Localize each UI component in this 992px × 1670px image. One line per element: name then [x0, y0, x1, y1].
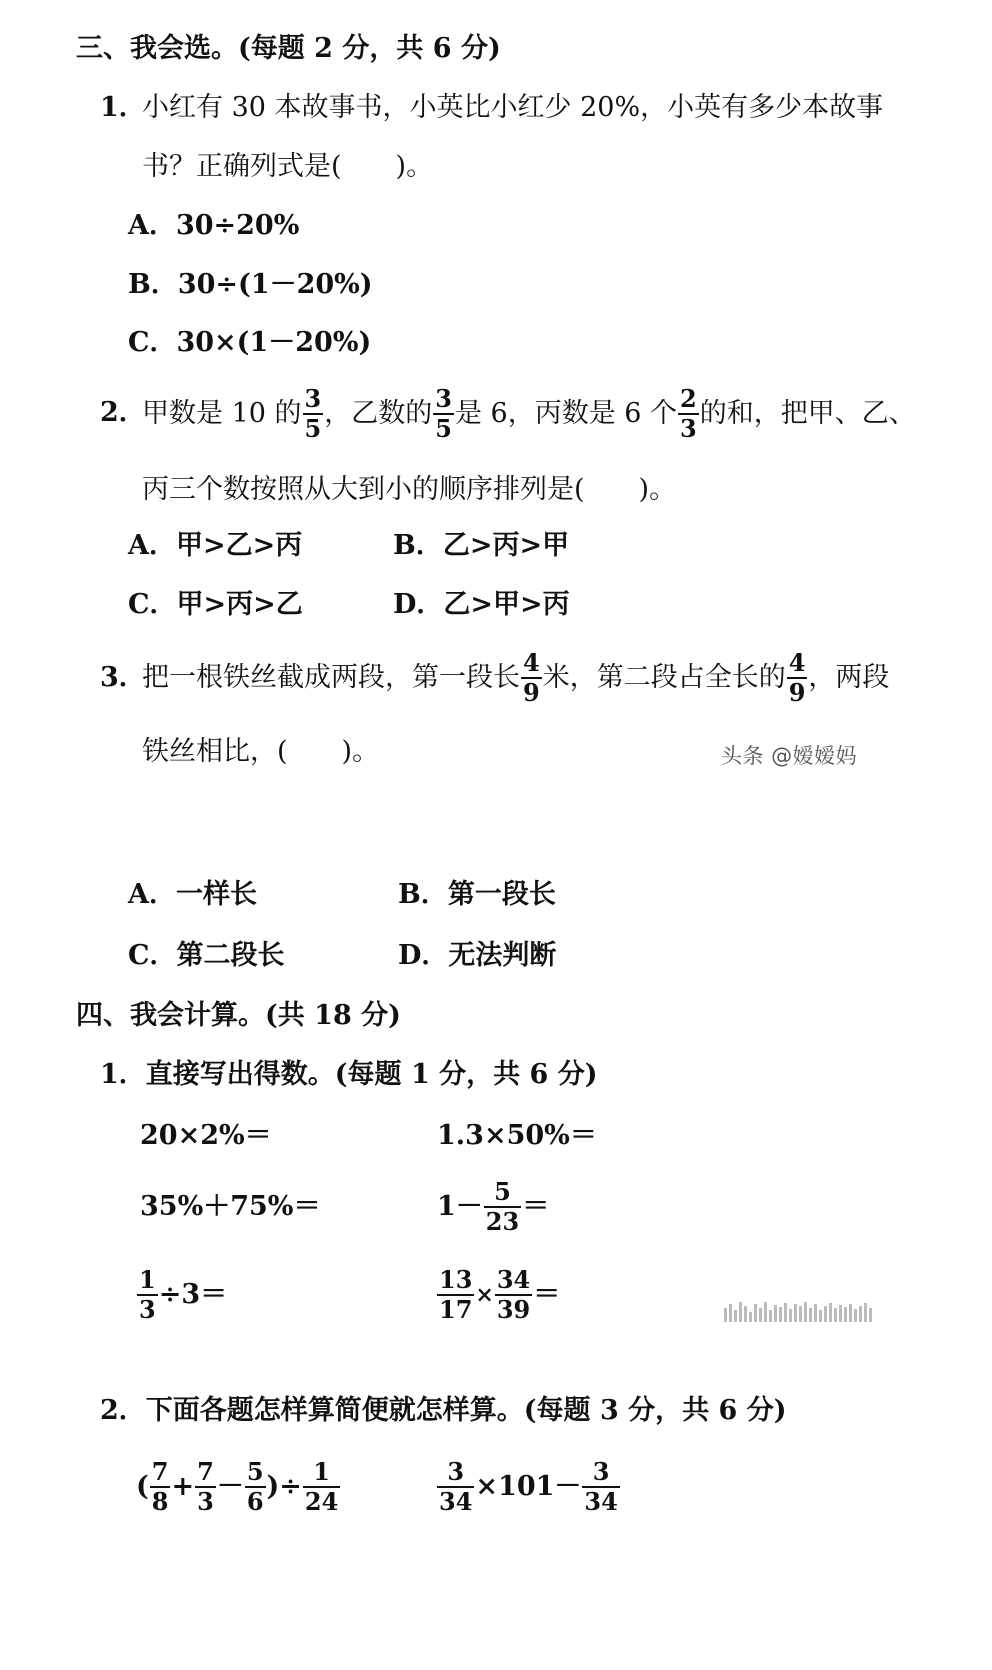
left-paren: ( — [136, 1471, 149, 1502]
plus-sign: + — [171, 1471, 195, 1502]
q3-number: 3． — [100, 662, 146, 693]
q2-text-part4: 的和，把甲、乙、 — [699, 398, 916, 429]
q2-option-a[interactable]: A．甲>乙>丙 — [128, 530, 303, 561]
q1-option-a[interactable]: A．30÷20% — [128, 210, 300, 241]
fraction-four-ninths-2 — [787, 648, 808, 707]
equals-sign: ＝ — [522, 1191, 550, 1222]
denominator: 23 — [485, 1207, 520, 1236]
simplify-expr-1 — [136, 1454, 341, 1520]
denominator: 6 — [246, 1487, 264, 1516]
q1-text-line2: 书？正确列式是( )。 — [142, 151, 434, 182]
expr-2: 1.3×50%＝ — [437, 1120, 597, 1151]
expr-3: 35%＋75%＝ — [140, 1191, 321, 1222]
numerator: 3 — [592, 1457, 610, 1486]
denominator: 34 — [439, 1487, 473, 1516]
numerator: 2 — [680, 384, 697, 413]
denominator: 3 — [197, 1487, 214, 1516]
denominator: 3 — [680, 414, 697, 443]
fraction-five-sixths — [245, 1457, 266, 1516]
fraction-34-39ths — [495, 1265, 532, 1324]
denominator: 17 — [439, 1295, 473, 1324]
expr-5 — [136, 1264, 227, 1326]
fraction-3-34ths — [437, 1457, 474, 1516]
q3-text-part3: ，两段 — [808, 662, 890, 693]
denominator: 9 — [523, 678, 540, 707]
denominator: 3 — [139, 1295, 156, 1324]
calc-q1-label: 1．直接写出得数。(每题 1 分，共 6 分) — [100, 1059, 598, 1090]
q1-text-line1: 小红有 30 本故事书，小英比小红少 20%，小英有多少本故事 — [142, 92, 884, 123]
denominator: 5 — [435, 414, 452, 443]
times-101-minus: ×101－ — [475, 1471, 582, 1502]
numerator: 4 — [523, 648, 540, 677]
fraction-3-34ths-2 — [582, 1457, 619, 1516]
numerator: 1 — [313, 1457, 330, 1486]
q1-option-b[interactable]: B．30÷(1－20%) — [128, 269, 373, 300]
q2-text-line2: 丙三个数按照从大到小的顺序排列是( )。 — [142, 474, 677, 505]
watermark: 头条 @嫒嫒妈 — [721, 744, 858, 768]
q2-option-b[interactable]: B．乙>丙>甲 — [393, 530, 570, 561]
fraction-five-23rds — [484, 1177, 521, 1236]
numerator: 3 — [447, 1457, 465, 1486]
expr-1: 20×2%＝ — [140, 1120, 272, 1151]
denominator: 8 — [151, 1487, 169, 1516]
fraction-seven-eighths — [150, 1457, 171, 1516]
fraction-13-17ths — [437, 1265, 474, 1324]
fraction-one-24th — [303, 1457, 340, 1516]
expr-5-suffix: ÷3＝ — [158, 1279, 228, 1310]
denominator: 9 — [788, 678, 806, 707]
q3-text-part2: 米，第二段占全长的 — [542, 662, 786, 693]
q3-text-line1 — [142, 648, 889, 708]
numerator: 3 — [435, 384, 452, 413]
q3-option-d[interactable]: D．无法判断 — [398, 940, 557, 971]
numerator: 3 — [304, 384, 322, 413]
fraction-three-fifths — [303, 384, 324, 443]
q2-text-part2: ，乙数的 — [324, 398, 433, 429]
fraction-two-thirds — [678, 384, 699, 443]
denominator: 24 — [304, 1487, 339, 1516]
section-4-heading: 四、我会计算。(共 18 分) — [76, 1000, 401, 1031]
numerator: 7 — [151, 1457, 169, 1486]
q2-number: 2． — [100, 397, 146, 428]
q2-option-c[interactable]: C．甲>丙>乙 — [128, 589, 303, 620]
q2-text-line1 — [142, 384, 916, 444]
right-paren-divide: )÷ — [266, 1471, 302, 1502]
section-3-heading: 三、我会选。(每题 2 分，共 6 分) — [76, 33, 501, 64]
fraction-four-ninths — [521, 648, 542, 707]
numerator: 5 — [494, 1177, 511, 1206]
denominator: 34 — [584, 1487, 618, 1516]
q3-option-c[interactable]: C．第二段长 — [128, 940, 285, 971]
q1-number: 1． — [100, 92, 146, 123]
equals-sign: ＝ — [533, 1279, 561, 1310]
q1-option-c[interactable]: C．30×(1－20%) — [128, 327, 372, 358]
q2-text-part3: 是 6，丙数是 6 个 — [454, 398, 678, 429]
minus-sign: － — [216, 1471, 244, 1502]
q3-option-b[interactable]: B．第一段长 — [398, 879, 556, 910]
q3-text-part1: 把一根铁丝截成两段，第一段长 — [142, 662, 520, 693]
q3-text-line2: 铁丝相比，( )。 — [142, 736, 380, 767]
fraction-three-fifths-2 — [433, 384, 454, 443]
numerator: 4 — [788, 648, 806, 677]
fraction-seven-thirds — [195, 1457, 216, 1516]
numerator: 1 — [139, 1265, 156, 1294]
q2-option-d[interactable]: D．乙>甲>丙 — [393, 589, 570, 620]
numerator: 34 — [496, 1265, 531, 1294]
denominator: 39 — [496, 1295, 531, 1324]
q3-option-a[interactable]: A．一样长 — [128, 879, 257, 910]
expr-6 — [436, 1264, 560, 1326]
times-sign: × — [475, 1282, 494, 1308]
q2-text-part1: 甲数是 10 的 — [142, 398, 302, 429]
expr-4 — [437, 1176, 549, 1238]
fraction-one-third — [137, 1265, 158, 1324]
barcode-watermark-icon — [724, 1300, 872, 1322]
calc-q2-label: 2．下面各题怎样算简便就怎样算。(每题 3 分，共 6 分) — [100, 1395, 787, 1426]
numerator: 7 — [197, 1457, 214, 1486]
numerator: 5 — [246, 1457, 264, 1486]
expr-4-prefix: 1－ — [437, 1191, 483, 1222]
numerator: 13 — [439, 1265, 473, 1294]
simplify-expr-2 — [436, 1454, 621, 1520]
denominator: 5 — [304, 414, 322, 443]
